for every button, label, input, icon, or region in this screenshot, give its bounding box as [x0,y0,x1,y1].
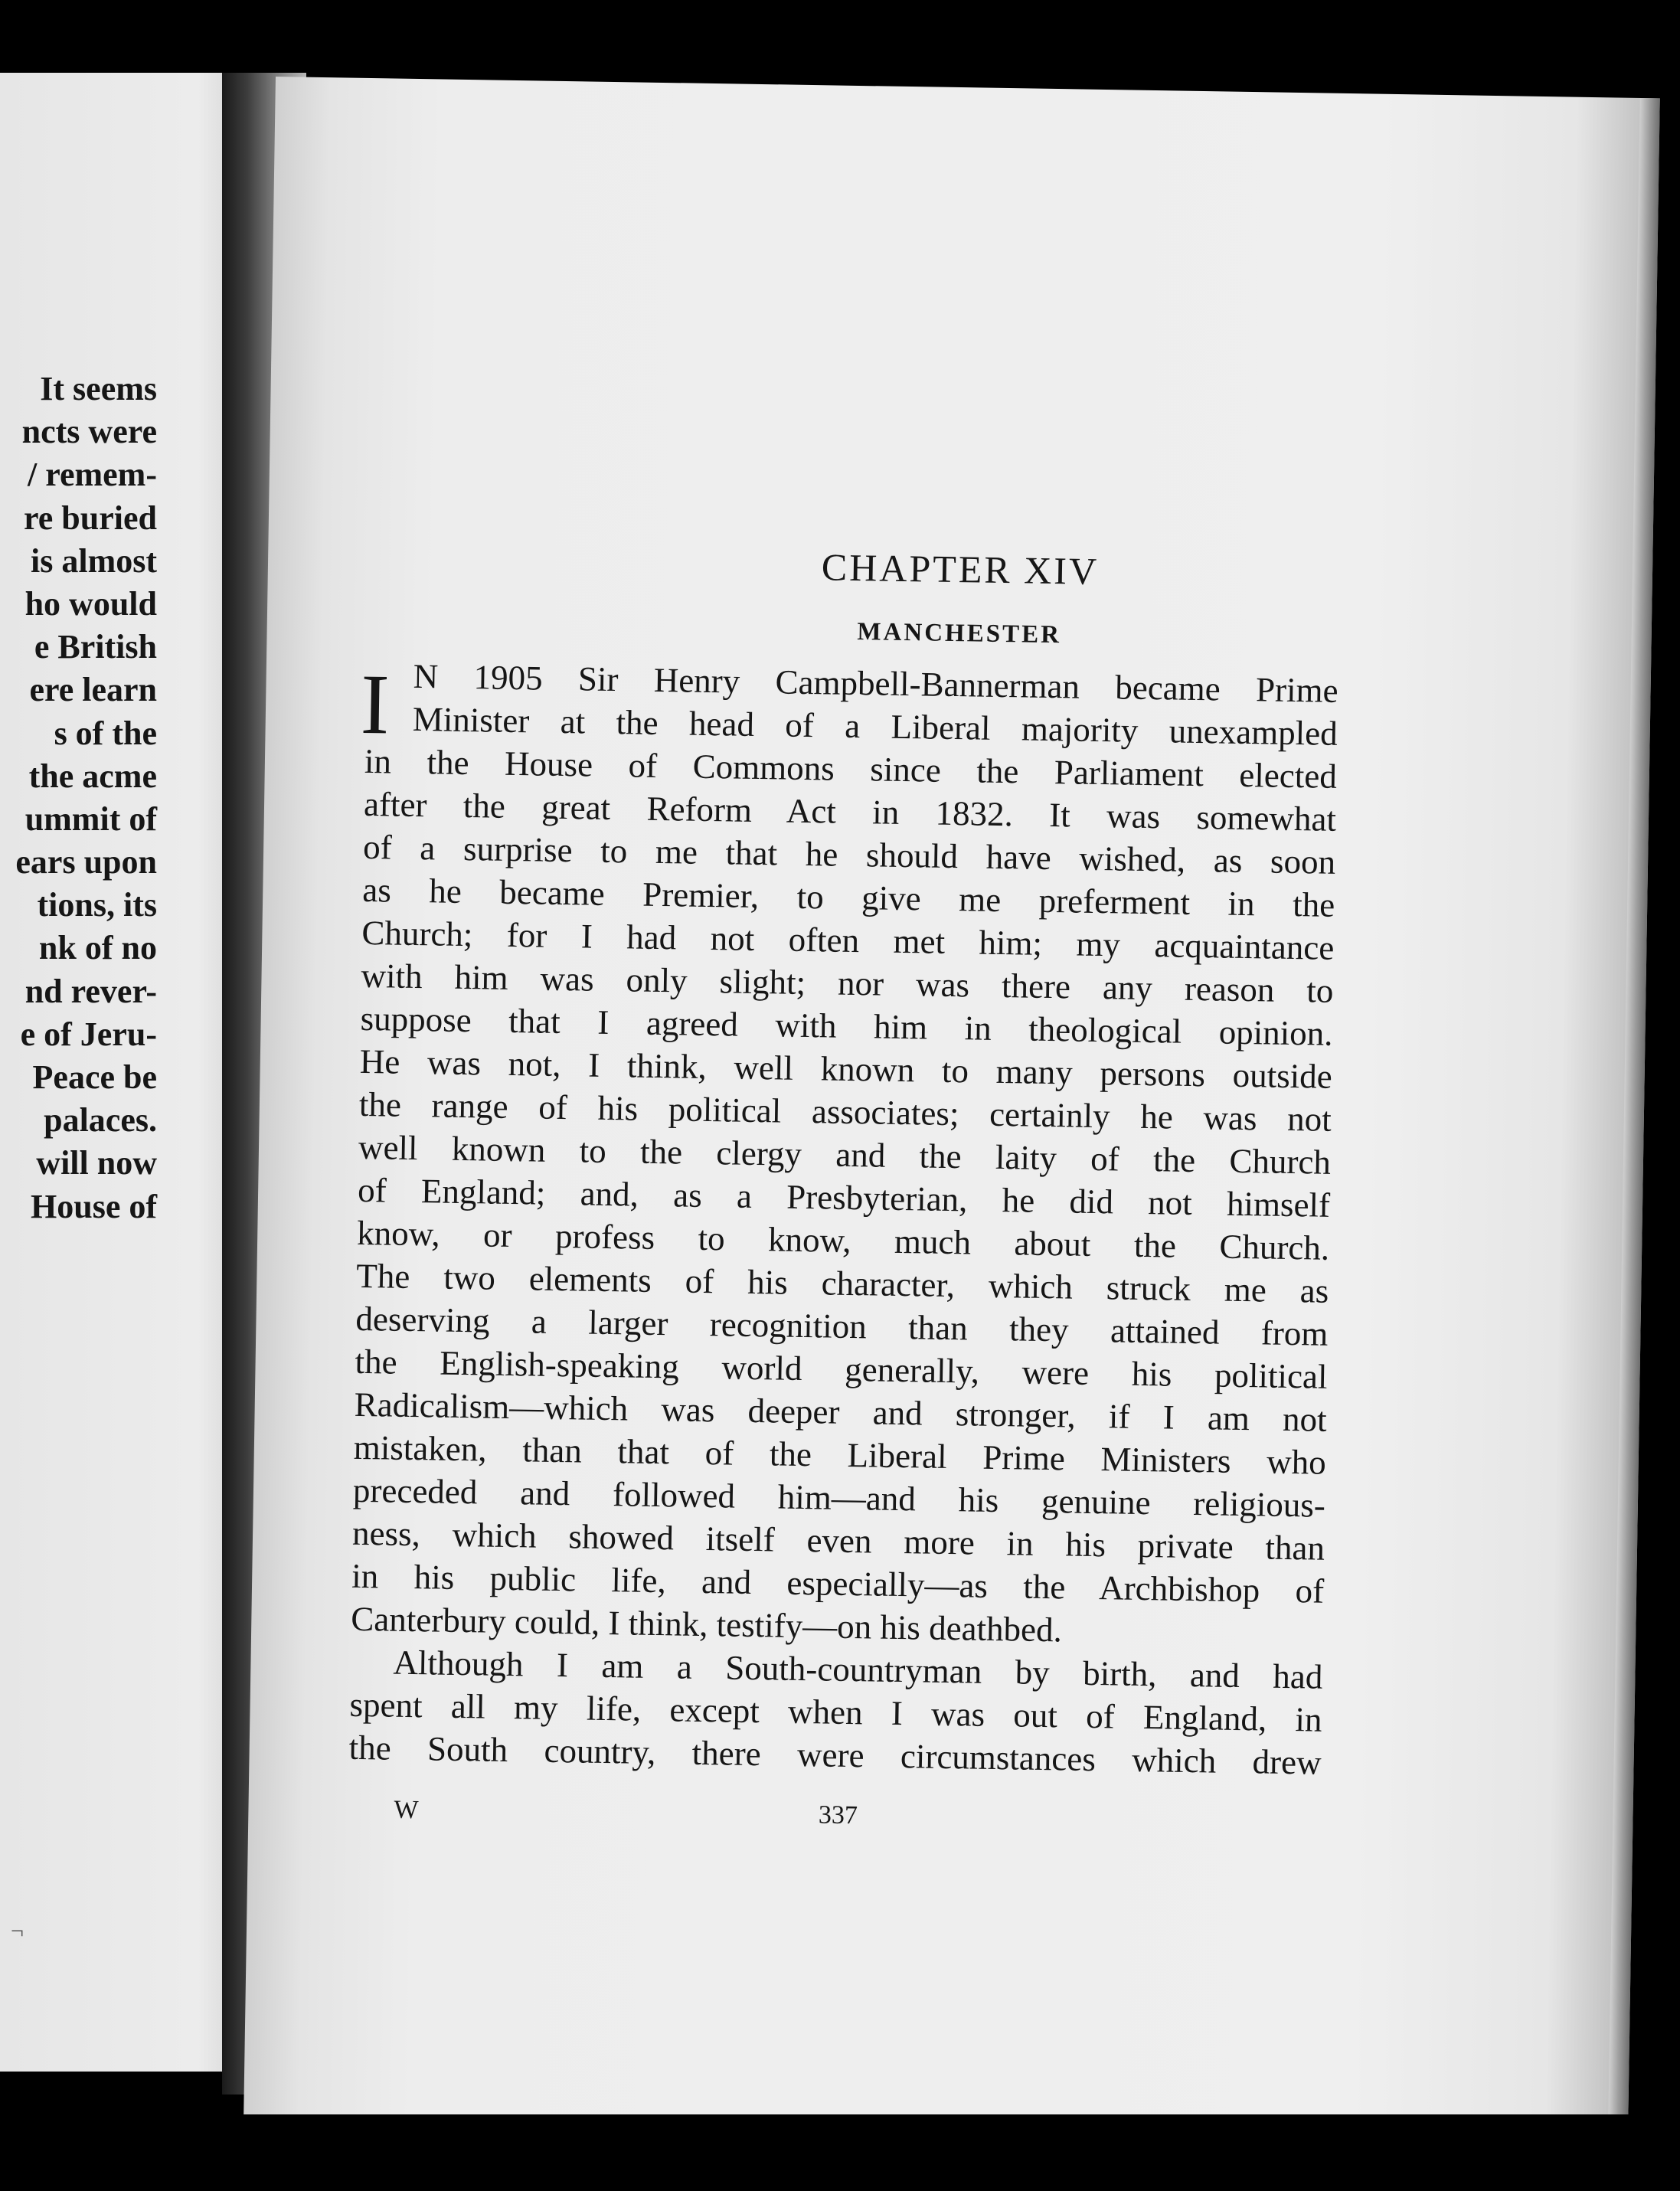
text-line: in his public life, and especially—as the Archbishop of [351,1556,1325,1611]
previous-page-line: ears upon [15,843,157,881]
text-line: of England; and, as a Presbyterian, he did not himself [357,1170,1331,1225]
previous-page-line: House of [31,1187,157,1225]
text-line: well known to the clergy and the laity of the Church [358,1127,1332,1182]
previous-page-line: nk of no [38,929,157,967]
previous-page-text [0,368,157,1228]
previous-page-line: ncts were [21,413,157,451]
previous-page-line: tions, its [37,886,157,924]
first-line-text: N 1905 Sir Henry Campbell-Bannerman became Prime [413,656,1338,710]
chapter-title: CHAPTER XIV [821,545,1100,593]
drop-cap: I [360,656,391,753]
text-line: know, or profess to know, much about the Church. [356,1213,1330,1267]
text-line: of a surprise to me that he should have wished, as soon [362,827,1336,881]
current-page [244,77,1660,2150]
text-line: mistaken, than that of the Liberal Prime Ministers who [353,1427,1327,1482]
bottom-shadow [0,2114,1680,2191]
text-line: as he became Premier, to give me preferment in the [361,870,1335,924]
text-line: Minister at the head of a Liberal majority unexampled [412,699,1338,753]
previous-page-line: palaces. [44,1101,157,1140]
text-line: He was not, I think, well known to many persons outside [359,1042,1333,1096]
previous-page-line: ho would [25,584,157,623]
previous-page-line: e British [34,628,157,666]
text-line: the South country, there were circumstances which drew [348,1728,1322,1782]
text-line: Radicalism—which was deeper and stronger, if I am not [354,1385,1328,1439]
previous-page-line: / remem- [28,456,157,494]
previous-page-line: ummit of [25,800,157,838]
stray-mark: ¬ [11,1918,24,1944]
body-text [348,654,1338,1784]
signature-mark: W [394,1795,419,1825]
previous-page-line: s of the [54,714,157,752]
previous-page-line: re buried [24,499,157,537]
text-line: Canterbury could, I think, testify—on his deathbed. [350,1599,1063,1650]
page-number: 337 [818,1800,858,1830]
previous-page-line: It seems [40,370,157,407]
text-line: The two elements of his character, which struck me as [356,1256,1329,1310]
previous-page-line: e of Jeru- [20,1015,157,1053]
previous-page-line: is almost [31,541,157,580]
previous-page-line: the acme [28,757,157,795]
previous-page-line: will now [36,1144,157,1182]
text-line: preceded and followed him—and his genuine religious- [352,1470,1326,1525]
text-line: the range of his political associates; certainly he was not [358,1084,1332,1139]
previous-page-line: nd rever- [25,972,157,1010]
previous-page-line: Peace be [32,1058,157,1096]
text-line: suppose that I agreed with him in theological opinion. [360,999,1333,1053]
text-line: with him was only slight; nor was there any reason to [361,956,1334,1010]
chapter-subtitle: MANCHESTER [857,618,1062,649]
text-line: the English-speaking world generally, were his political [355,1342,1328,1396]
text-line: Church; for I had not often met him; my acquaintance [361,913,1335,967]
previous-page-line: ere learn [29,671,157,709]
text-line: spent all my life, except when I was out of England, in [349,1685,1322,1739]
text-line: in the House of Commons since the Parliament elected [364,741,1338,796]
page-edge-shadow [1608,98,1660,2150]
text-line: ness, which showed itself even more in his private than [351,1513,1325,1568]
text-line: after the great Reform Act in 1832. It was somewhat [363,784,1337,839]
text-line: deserving a larger recognition than they attained from [355,1299,1329,1353]
text-line: Although I am a South-countryman by birth, and had [393,1643,1323,1696]
